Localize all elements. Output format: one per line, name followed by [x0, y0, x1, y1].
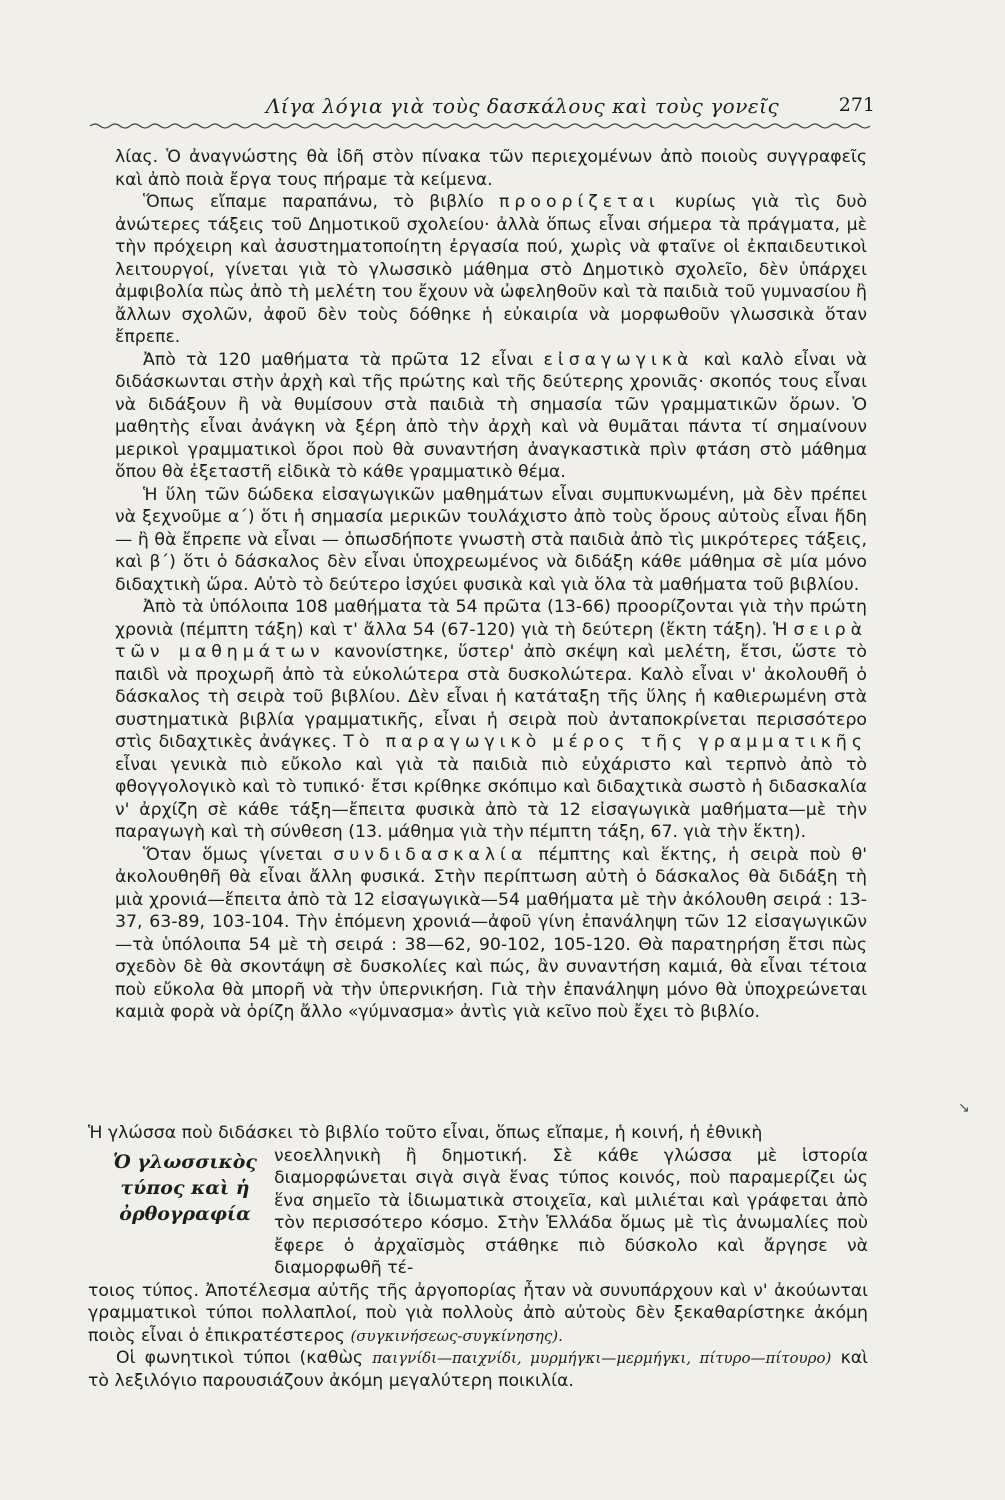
- paragraph: Ἡ ὕλη τῶν δώδεκα εἰσαγωγικῶν μαθημάτων εἶναι συμπυκνωμένη, μὰ δὲν πρέπει νὰ ξεχνοῦμε α΄) ὅτι ἡ σημασία μερικῶν τουλάχιστο ἀπὸ τοὺς ὅρους αὐτοὺς εἶναι ἤδη — ἢ θὰ ἔπρεπε νὰ εἶναι — ὁπωσδήποτε γνωστὴ στὰ παιδιὰ ἀπὸ τὶς μικρότερες τάξεις, καὶ β΄) ὅτι ὁ δάσκαλος δὲν εἶναι ὑποχρεωμένος νὰ διδάξη κάθε μάθημα σὲ μία μόνο διδαχτικὴ ὥρα. Αὐτὸ τὸ δεύτερο ἰσχύει φυσικὰ καὶ γιὰ ὅλα τὰ μαθήματα τοῦ βιβλίου.: [115, 484, 867, 595]
- margin-mark: ↘: [958, 1100, 970, 1116]
- header-wavy-rule: [90, 122, 875, 130]
- paragraph: Ὅπως εἴπαμε παραπάνω, τὸ βιβλίο προορίζεται κυρίως γιὰ τὶς δυὸ ἀνώτερες τάξεις τοῦ Δημοτικοῦ σχολείου· ἀλλὰ ὅπως εἶναι σήμερα τὰ πράγματα, μὲ τὴν πρόχειρη καὶ ἀσυστηματοποίητη ἐργασία πού, χωρὶς νὰ φταῖνε οἱ ἐκπαιδευτικοὶ λειτουργοί, γίνεται γιὰ τὸ γλωσσικὸ μάθημα στὸ Δημοτικὸ σχολεῖο, δὲν ὑπάρχει ἀμφιβολία πὼς ἀπὸ τὴ μελέτη του ἔχουν νὰ ὠφεληθοῦν καὶ τὰ παιδιὰ τοῦ γυμνασίου ἢ ἄλλων σχολῶν, ἀφοῦ δὲν τοὺς δόθηκε ἡ εὐκαιρία νὰ μορφωθοῦν γλωσσικὰ ὅταν ἔπρεπε.: [115, 192, 868, 347]
- paragraph: Ἀπὸ τὰ ὑπόλοιπα 108 μαθήματα τὰ 54 πρῶτα (13-66) προορίζονται γιὰ τὴν πρώτη χρονιὰ (πέμπτη τάξη) καὶ τ' ἄλλα 54 (67-120) γιὰ τὴ δεύτερη (ἕκτη τάξη). Ἡ σειρὰ τῶν μαθημάτων κανονίστηκε, ὕστερ' ἀπὸ σκέψη καὶ μελέτη, ἔτσι, ὥστε τὸ παιδὶ νὰ προχωρῆ ἀπὸ τὰ εὐκολώτερα στὰ δυσκολώτερα. Καλὸ εἶναι ν' ἀκολουθῆ ὁ δάσκαλος τὴ σειρὰ τοῦ βιβλίου. Δὲν εἶναι ἡ κατάταξη τῆς ὕλης ἡ καθιερωμένη στὰ συστηματικὰ βιβλία γραμματικῆς, εἶναι ἡ σειρὰ ποὺ ἀνταποκρίνεται περισσότερο στὶς διδαχτικὲς ἀνάγκες. Τὸ παραγωγικὸ μέρος τῆς γραμματικῆς εἶναι γενικὰ πιὸ εὔκολο καὶ γιὰ τὰ παιδιὰ πιὸ εὐχάριστο καὶ τερπνὸ ἀπὸ τὸ φθογγολογικὸ καὶ τὸ τυπικό· ἔτσι κρίθηκε σκόπιμο καὶ διδαχτικὰ σωστὸ ἡ διδασκαλία ν' ἀρχίζη σὲ κάθε τάξη—ἔπειτα φυσικὰ ἀπὸ τὰ 12 εἰσαγωγικὰ μαθήματα—μὲ τὴν παραγωγὴ καὶ τὴ σύνθεση (13. μάθημα γιὰ τὴν πέμπτη τάξη, 67. γιὰ τὴν ἕκτη).: [115, 597, 868, 842]
- paragraph: Ἀπὸ τὰ 120 μαθήματα τὰ πρῶτα 12 εἶναι εἰσαγωγικὰ καὶ καλὸ εἶναι νὰ διδάσκωνται στὴν ἀρχὴ καὶ τῆς πρώτης καὶ τῆς δεύτερης χρονιᾶς· σκοπός τους εἶναι νὰ διδάξουν ἢ νὰ θυμίσουν στὰ παιδιὰ τὴ σημασία τῶν γραμματικῶν ὅρων. Ὁ μαθητὴς εἶναι ἀνάγκη νὰ ξέρη ἀπὸ τὴν ἀρχὴ καὶ νὰ θυμᾶται πάντα τί σημαίνουν μερικοὶ γραμματικοὶ ὅροι ποὺ θὰ συναντήση ἀναγκαστικὰ πρὶν φτάση στὸ μάθημα ὅπου θὰ ἐξεταστῆ εἰδικὰ τὸ κάθε γραμματικὸ θέμα.: [115, 349, 867, 482]
- side-heading-block: [88, 1145, 868, 1280]
- side-heading: Ὁ γλωσσικὸς τύπος καὶ ἡ ὀρθογραφία: [112, 1150, 258, 1225]
- side-text: νεοελληνικὴ ἢ δημοτική. Σὲ κάθε γλώσσα μὲ ἱστορία διαμορφώνεται σιγὰ σιγὰ ἕνας τύπος κοινός, ποὺ παραμερίζει ὡς ἕνα σημεῖο τὰ ἰδιωματικὰ στοιχεῖα, καὶ μιλιέται καὶ γράφεται ἀπὸ τὸν περισσότερο κόσμο. Στὴν Ἑλλάδα ὅμως μὲ τὶς ἀνωμαλίες ποὺ ἔφερε ὁ ἀρχαϊσμὸς στάθηκε πιὸ δύσκολο καὶ ἄργησε νὰ διαμορφωθῆ τέ-: [274, 1145, 868, 1278]
- section-lead: Ἡ γλώσσα ποὺ διδάσκει τὸ βιβλίο τοῦτο εἶναι, ὅπως εἴπαμε, ἡ κοινή, ἡ ἐθνικὴ: [88, 1123, 763, 1143]
- language-section: [88, 1122, 868, 1392]
- page-number: 271: [838, 94, 875, 116]
- paragraph: τοιος τύπος. Ἀποτέλεσμα αὐτῆς τῆς ἀργοπορίας ἦταν νὰ συνυπάρχουν καὶ ν' ἀκούωνται γραμματικοὶ τύποι πολλαπλοί, ποὺ γιὰ πολλοὺς ἀπὸ αὐτοὺς δὲν ξεκαθαρίστηκε ἀκόμη ποιὸς εἶναι ὁ ἐπικρατέστερος (συγκινήσεως-συγκίνησης).: [88, 1280, 868, 1346]
- paragraph: Ὅταν ὅμως γίνεται συνδιδασκαλία πέμπτης καὶ ἕκτης, ἡ σειρὰ ποὺ θ' ἀκολουθηθῆ θὰ εἶναι ἄλλη φυσικά. Στὴν περίπτωση αὐτὴ ὁ δάσκαλος θὰ διδάξη τὴ μιὰ χρονιά—ἔπειτα ἀπὸ τὰ 12 εἰσαγωγικὰ—54 μαθήματα μὲ τὴν ἀκόλουθη σειρά : 13-37, 63-89, 103-104. Τὴν ἑπόμενη χρονιά—ἀφοῦ γίνη ἐπανάληψη τῶν 12 εἰσαγωγικῶν—τὰ ὑπόλοιπα 54 μὲ τὴ σειρά : 38—62, 90-102, 105-120. Θὰ παρατηρήση ἔτσι πὼς σχεδὸν δὲ θὰ σκοντάψη σὲ δυσκολίες καὶ πώς, ἂν συναντήση καμιά, θὰ εἶναι τέτοια ποὺ εὔκολα θὰ μπορῆ νὰ τὴν ὑπερνικήση. Γιὰ τὴν ἐπανάληψη μόνο θὰ ὑποχρεώνεται καμιὰ φορὰ νὰ ὁρίζη ἄλλο «γύμνασμα» ἀντὶς γιὰ κεῖνο ποὺ ἔχει τὸ βιβλίο.: [115, 844, 867, 1022]
- paragraph: Οἱ φωνητικοὶ τύποι (καθὼς παιγνίδι—παιχνίδι, μυρμήγκι—μερμήγκι, πίτυρο—πίτουρο) καὶ τὸ λεξιλόγιο παρουσιάζουν ἀκόμη μεγαλύτερη ποικιλία.: [88, 1348, 868, 1391]
- running-title: Λίγα λόγια γιὰ τοὺς δασκάλους καὶ τοὺς γονεῖς: [265, 94, 780, 118]
- body-text: [115, 146, 867, 1024]
- paragraph: λίας. Ὁ ἀναγνώστης θὰ ἰδῆ στὸν πίνακα τῶν περιεχομένων ἀπὸ ποιοὺς συγγραφεῖς καὶ ἀπὸ ποιὰ ἔργα τους πήραμε τὰ κείμενα.: [115, 147, 867, 190]
- running-head: [90, 94, 875, 120]
